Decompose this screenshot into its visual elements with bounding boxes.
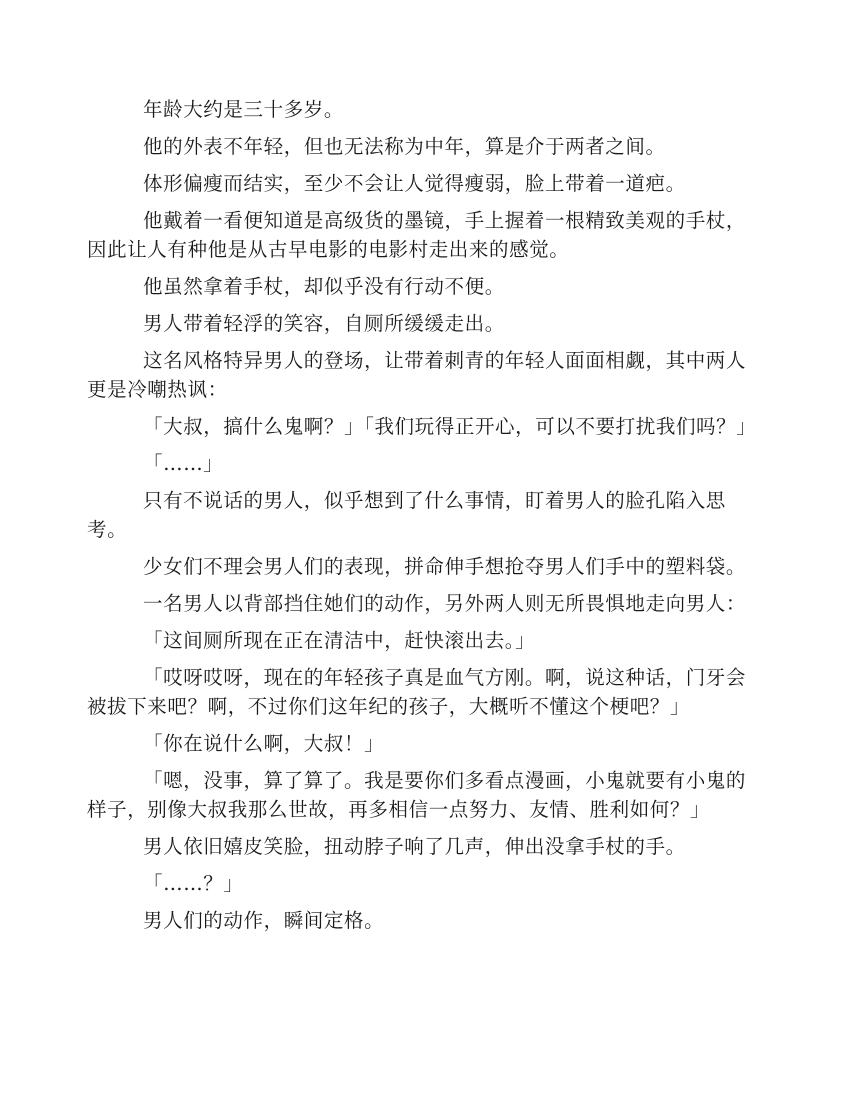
paragraph: 他虽然拿着手杖，却似乎没有行动不便。 [143, 275, 505, 298]
dialogue-paragraph: 「大叔，搞什么鬼啊？」「我们玩得正开心，可以不要打扰我们吗？」 [143, 415, 757, 438]
paragraph: 体形偏瘦而结实，至少不会让人觉得瘦弱，脸上带着一道疤。 [143, 172, 686, 195]
dialogue-paragraph: 「哎呀哎呀，现在的年轻孩子真是血气方刚。啊，说这种话，门牙会被拔下来吧？啊，不过你们这年纪的孩子，大概听不懂这个梗吧？」 [87, 666, 747, 718]
paragraph: 男人依旧嬉皮笑脸，扭动脖子响了几声，伸出没拿手杖的手。 [143, 835, 686, 858]
dialogue-paragraph: 「这间厕所现在正在清洁中，赶快滚出去。」 [143, 629, 536, 652]
paragraph: 只有不说话的男人，似乎想到了什么事情，盯着男人的脸孔陷入思考。 [87, 489, 726, 541]
paragraph: 他戴着一看便知道是高级货的墨镜，手上握着一根精致美观的手杖，因此让人有种他是从古早电影的电影村走出来的感觉。 [87, 209, 747, 261]
paragraph: 他的外表不年轻，但也无法称为中年，算是介于两者之间。 [143, 135, 666, 158]
paragraph: 这名风格特异男人的登场，让带着刺青的年轻人面面相觑，其中两人更是冷嘲热讽： [87, 349, 747, 401]
document-page [87, 95, 757, 943]
dialogue-paragraph: 「……」 [143, 452, 224, 475]
paragraph: 少女们不理会男人们的表现，拼命伸手想抢夺男人们手中的塑料袋。 [143, 555, 747, 578]
dialogue-paragraph: 「嗯，没事，算了算了。我是要你们多看点漫画，小鬼就要有小鬼的样子，别像大叔我那么世故，再多相信一点努力、友情、胜利如何？」 [87, 769, 747, 821]
paragraph: 年龄大约是三十多岁。 [143, 98, 345, 121]
dialogue-paragraph: 「你在说什么啊，大叔！」 [143, 732, 385, 755]
paragraph: 男人带着轻浮的笑容，自厕所缓缓走出。 [143, 312, 505, 335]
dialogue-paragraph: 「……？」 [143, 872, 244, 895]
paragraph: 一名男人以背部挡住她们的动作，另外两人则无所畏惧地走向男人： [143, 592, 747, 615]
paragraph: 男人们的动作，瞬间定格。 [143, 909, 385, 932]
